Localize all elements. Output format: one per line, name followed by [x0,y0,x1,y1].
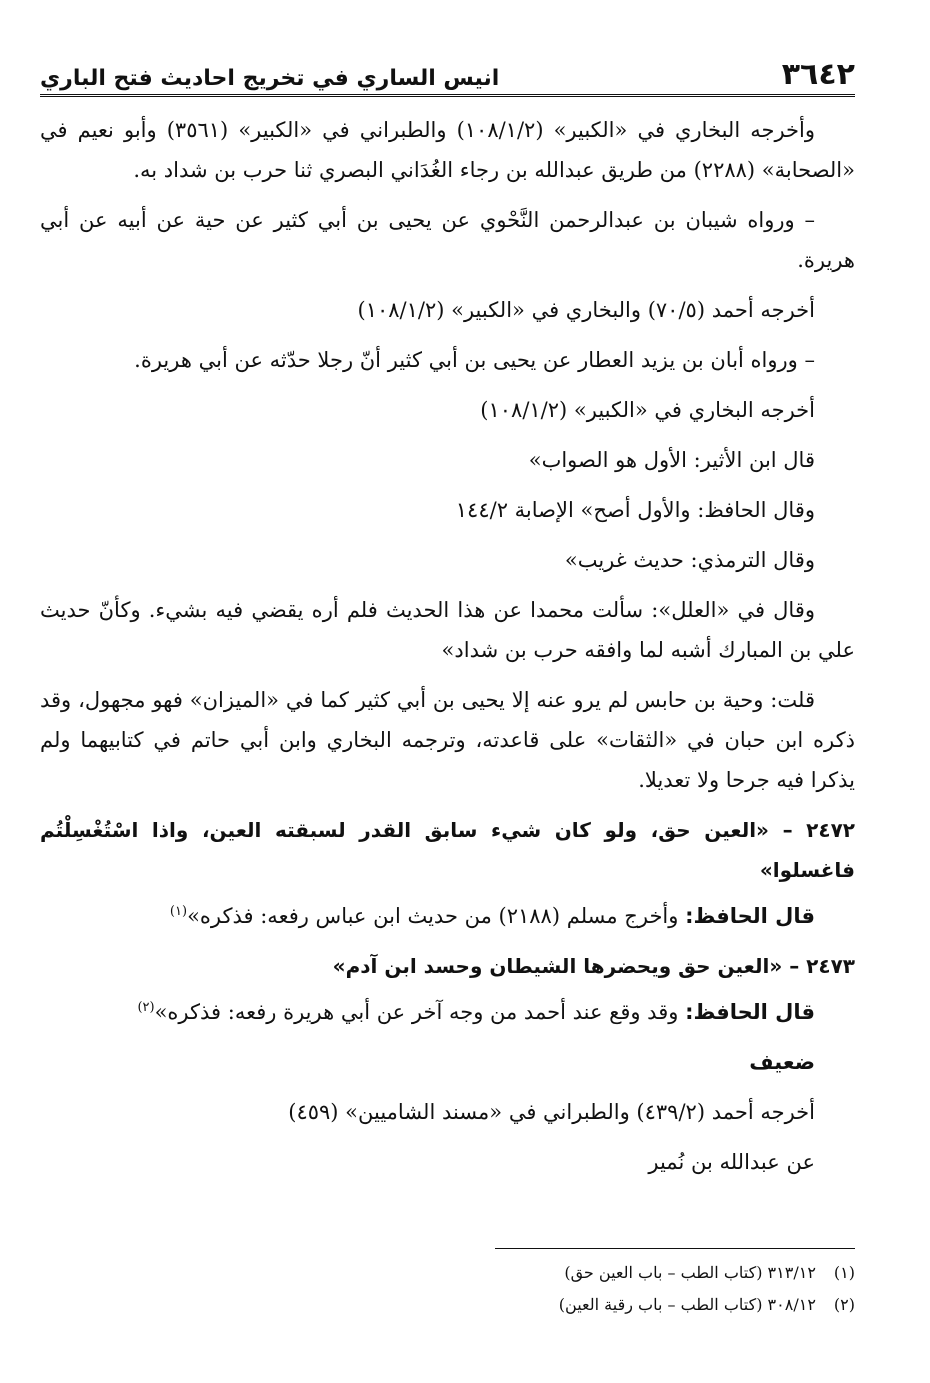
hafiz-label: قال الحافظ: [685,904,815,928]
hafiz-quote-2472 [40,896,855,936]
hadith-heading-2472: ٢٤٧٢ – «العين حق، ولو كان شيء سابق القدر لسبقته العين، واذا اسْتُغْسِلْتُم فاغسلوا» [40,818,855,882]
paragraph: أخرجه أحمد (٧٠/٥) والبخاري في «الكبير» (١٠٨/١/٢) [357,298,815,322]
running-title: انيس الساري في تخريج احاديث فتح الباري [40,66,500,91]
footnote-text: ٣٠٨/١٢ (كتاب الطب – باب رقية العين) [558,1295,816,1314]
paragraph: – ورواه شيبان بن عبدالرحمن النَّحْوي عن يحيى بن أبي كثير عن حية عن أبيه عن أبي هريرة. [40,208,855,272]
paragraph: وقال الترمذي: حديث غريب» [564,548,815,572]
footnote-text: ٣١٣/١٢ (كتاب الطب – باب العين حق) [564,1263,816,1282]
hadith-grade: ضعيف [749,1050,815,1074]
paragraph: أخرجه البخاري في «الكبير» (١٠٨/١/٢) [480,398,815,422]
footnote-ref[interactable]: (١) [169,904,188,919]
hafiz-label: قال الحافظ: [685,1000,815,1024]
footnote-item [495,1289,855,1321]
page-header [40,50,855,97]
footnote-item [495,1257,855,1289]
footnote-number: (٢) [833,1295,855,1314]
hafiz-text: وأخرج مسلم (٢١٨٨) من حديث ابن عباس رفعه: فذكره» [187,904,686,928]
takhrij-line: أخرجه أحمد (٤٣٩/٢) والطبراني في «مسند الشاميين» (٤٥٩) [288,1100,815,1124]
paragraph: وقال الحافظ: والأول أصح» الإصابة ١٤٤/٢ [455,498,815,522]
main-text [40,110,855,1192]
hadith-heading-2473: ٢٤٧٣ – «العين حق ويحضرها الشيطان وحسد ابن آدم» [332,954,855,978]
hafiz-text: وقد وقع عند أحمد من وجه آخر عن أبي هريرة رفعه: فذكره» [154,1000,686,1024]
footnote-number: (١) [833,1263,855,1282]
paragraph: قلت: وحية بن حابس لم يرو عنه إلا يحيى بن أبي كثير كما في «الميزان» فهو مجهول، وقد ذكره ابن حبان في «الثقات» على قاعدته، وترجمه البخاري وابن أبي حاتم في كتابيهما ولم يذكرا فيه جرحا ولا تعديلا. [40,688,855,792]
hafiz-quote-2473 [40,992,855,1032]
footnotes [495,1248,855,1321]
paragraph: وقال في «العلل»: سألت محمدا عن هذا الحديث فلم أره يقضي فيه بشيء. وكأنّ حديث علي بن المبارك أشبه لما وافقه حرب بن شداد» [40,598,855,662]
paragraph: – ورواه أبان بن يزيد العطار عن يحيى بن أبي كثير أنّ رجلا حدّثه عن أبي هريرة. [134,348,815,372]
footnote-ref[interactable]: (٢) [137,1000,155,1015]
page-number: ٣٦٤٢ [781,57,855,92]
chain-line: عن عبدالله بن نُمير [648,1150,815,1174]
paragraph: وأخرجه البخاري في «الكبير» (١٠٨/١/٢) والطبراني في «الكبير» (٣٥٦١) وأبو نعيم في «الصحابة» (٢٢٨٨) من طريق عبدالله بن رجاء الغُدَاني البصري ثنا حرب بن شداد به. [40,118,855,182]
paragraph: قال ابن الأثير: الأول هو الصواب» [528,448,815,472]
